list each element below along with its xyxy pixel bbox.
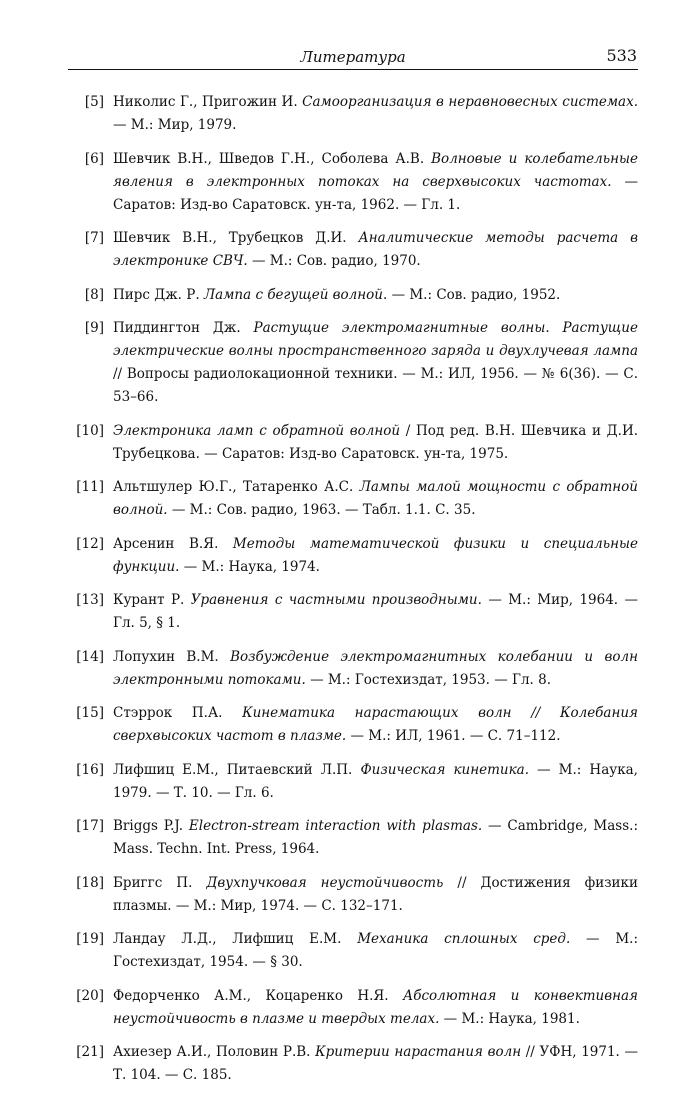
reference-authors: Стэррок П.А. [113, 705, 243, 721]
reference-item [68, 148, 638, 217]
reference-authors: Альтшулер Ю.Г., Татаренко А.С. [113, 479, 360, 495]
reference-number: [10] [76, 422, 104, 439]
reference-number: [7] [84, 230, 104, 246]
reference-publication: — М.: ИЛ, 1961. — С. 71–112. [346, 728, 561, 744]
reference-item [68, 91, 638, 137]
reference-item [68, 759, 638, 805]
reference-title: Лампы малой мощности с обратной волной. [113, 479, 638, 518]
reference-item [68, 815, 638, 861]
reference-item [68, 985, 638, 1031]
reference-publication: — Саратов: Изд-во Саратовск. ун-та, 1962. — Гл. 1. [113, 173, 638, 213]
reference-publication: — М.: Сов. радио, 1952. [387, 286, 561, 303]
reference-number: [13] [76, 592, 104, 608]
reference-authors: Лопухин В.М. [113, 648, 231, 665]
reference-authors: Арсенин В.Я. [113, 535, 233, 552]
reference-publication: // УФН, 1971. — Т. 104. — С. 185. [113, 1044, 638, 1083]
reference-title: Аналитические методы расчета в электронике СВЧ. [113, 230, 638, 269]
reference-authors: Шевчик В.Н., Трубецков Д.И. [113, 230, 359, 246]
reference-item [68, 646, 638, 692]
reference-publication: — М.: Мир, 1979. [113, 117, 237, 133]
reference-number: [11] [76, 479, 104, 495]
reference-publication: // Вопросы радиолокационной техники. — М.: ИЛ, 1956. — № 6(36). — С. 53–66. [113, 366, 638, 405]
reference-publication: — М.: Наука, 1979. — Т. 10. — Гл. 6. [113, 761, 638, 801]
reference-item [68, 589, 638, 635]
reference-authors: Шевчик В.Н., Шведов Г.Н., Соболева А.В. [113, 150, 432, 167]
reference-title: Electron-stream interaction with plasmas. [188, 818, 483, 834]
reference-publication: // Достижения физики плазмы. — М.: Мир, 1974. — С. 132–171. [113, 874, 638, 914]
reference-item [68, 476, 638, 522]
reference-title: Механика сплошных сред. [357, 931, 571, 947]
reference-item [68, 533, 638, 579]
reference-publication: / Под ред. В.Н. Шевчика и Д.И. Трубецкова. — Саратов: Изд-во Саратовск. ун-та, 1975. [113, 422, 639, 462]
page-number: 533 [606, 46, 637, 65]
reference-title: Физическая кинетика. [360, 761, 530, 778]
reference-publication: — М.: Наука, 1981. [439, 1010, 580, 1027]
reference-authors: Ландау Л.Д., Лифшиц Е.М. [113, 931, 358, 947]
reference-number: [18] [76, 874, 104, 891]
reference-title: Лампа с бегущей волной. [203, 286, 388, 303]
reference-number: [12] [76, 535, 104, 552]
reference-number: [15] [76, 705, 104, 721]
reference-publication: — М.: Гостехиздат, 1953. — Гл. 8. [305, 671, 551, 688]
reference-title: Двухпучковая неустойчивость [206, 874, 444, 891]
reference-publication: — М.: Сов. радио, 1963. — Табл. 1.1. С. 35. [167, 502, 476, 518]
reference-item [68, 284, 638, 307]
reference-number: [21] [76, 1044, 104, 1060]
reference-title: Кинематика нарастающих волн // Колебания сверхвысоких частот в плазме. [113, 705, 638, 744]
reference-title: Уравнения с частными производными. [190, 592, 482, 608]
reference-publication: — М.: Гостехиздат, 1954. — § 30. [113, 931, 639, 970]
reference-authors: Ахиезер А.И., Половин Р.В. [113, 1044, 316, 1060]
reference-authors: Лифшиц Е.М., Питаевский Л.П. [113, 761, 361, 778]
reference-title: Волновые и колебательные явления в электронных потоках на сверхвысоких частотах. [113, 150, 638, 190]
reference-list [68, 91, 638, 1098]
reference-title: Методы математической физики и специальные функции. [113, 535, 639, 575]
reference-number: [5] [84, 94, 104, 110]
reference-authors: Пирс Дж. Р. [113, 286, 204, 303]
reference-item [68, 702, 638, 748]
reference-title: Возбуждение электромагнитных колебании и волн электронными потоками. [113, 648, 639, 688]
reference-item [68, 1041, 638, 1087]
reference-publication: — Cambridge, Mass.: Mass. Techn. Int. Press, 1964. [113, 818, 638, 857]
reference-authors: Пиддингтон Дж. [113, 320, 254, 336]
reference-item [68, 317, 638, 409]
reference-title: Критерии нарастания волн [315, 1044, 522, 1060]
reference-number: [14] [76, 648, 104, 665]
reference-authors: Бриггс П. [113, 874, 207, 891]
reference-title: Электроника ламп с обратной волной [113, 422, 401, 439]
reference-number: [20] [76, 987, 104, 1004]
reference-number: [19] [76, 931, 104, 947]
reference-authors: Курант Р. [113, 592, 191, 608]
reference-title: Абсолютная и конвективная неустойчивость в плазме и твердых телах. [113, 987, 638, 1027]
reference-number: [8] [84, 286, 104, 303]
reference-authors: Федорченко А.М., Коцаренко Н.Я. [113, 987, 403, 1004]
reference-authors: Briggs P.J. [113, 818, 189, 834]
reference-item [68, 420, 638, 466]
reference-title: Растущие электромагнитные волны. Растущие электрические волны пространственного заряда и двухлучевая лампа [113, 320, 638, 359]
reference-number: [9] [84, 320, 104, 336]
reference-authors: Николис Г., Пригожин И. [113, 94, 303, 110]
reference-publication: — М.: Наука, 1974. [179, 558, 320, 575]
reference-publication: — М.: Сов. радио, 1970. [247, 253, 421, 269]
running-header-title: Литература [300, 48, 406, 66]
reference-item [68, 227, 638, 273]
reference-item [68, 872, 638, 918]
running-header [68, 45, 638, 70]
reference-title: Самоорганизация в неравновесных системах. [302, 94, 639, 110]
reference-number: [6] [84, 150, 104, 167]
reference-number: [17] [76, 818, 104, 834]
reference-item [68, 928, 638, 974]
reference-number: [16] [76, 761, 104, 778]
reference-publication: — М.: Мир, 1964. — Гл. 5, § 1. [113, 592, 638, 631]
